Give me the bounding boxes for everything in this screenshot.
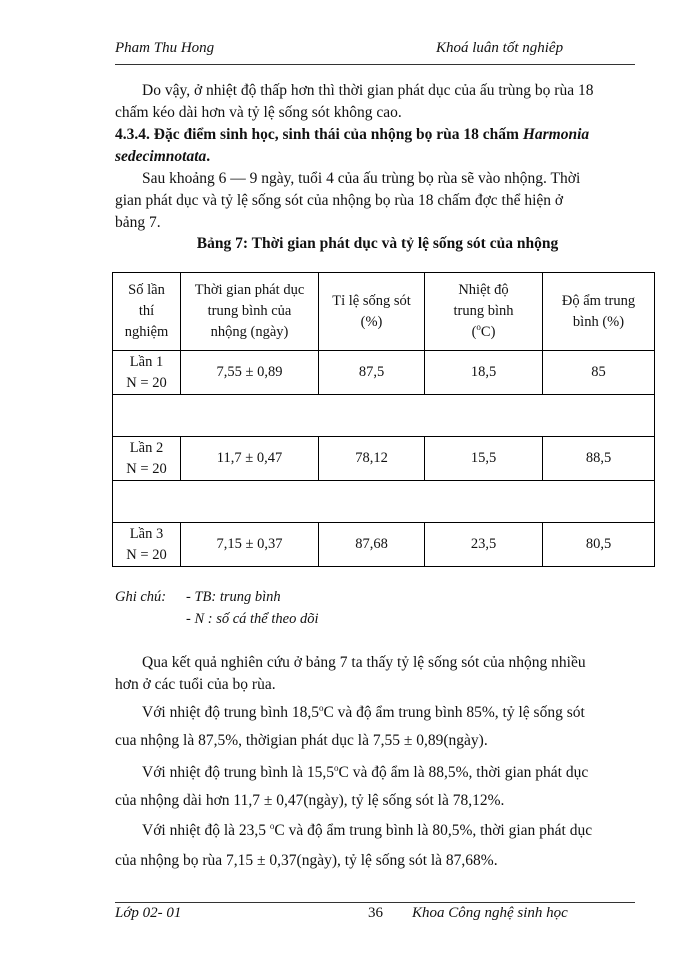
cell-time: 7,15 ± 0,37: [181, 523, 319, 567]
header-humidity: Độ ẩm trung bình (%): [543, 273, 655, 351]
paragraph-2-line-2: gian phát dục và tỷ lệ sống sót của nhộng bọ rùa 18 chấm đợc thể hiện ở: [115, 192, 564, 209]
section-heading: [115, 124, 589, 146]
paragraph-6-line-2: của nhộng bọ rùa 7,15 ± 0,37(ngày), tỷ lệ sống sót là 87,68%.: [115, 852, 498, 869]
table-spacer-row: [113, 395, 655, 437]
footer-rule: [115, 902, 635, 903]
paragraph-3-line-2: hơn ở các tuổi của bọ rùa.: [115, 676, 276, 693]
header-survival-rate: Tỉ lệ sống sót (%): [319, 273, 425, 351]
paragraph-5-line-1: Với nhiệt độ trung bình là 15,5$^o$C và độ ẩm là 88,5%, thời gian phát dục: [142, 763, 589, 781]
paragraph-6-line-1: Với nhiệt độ là 23,5 $^o$C và độ ẩm trung bình là 80,5%, thời gian phát dục: [142, 821, 593, 839]
paragraph-4-line-2: cua nhộng là 87,5%, thờigian phát dục là 7,55 ± 0,89(ngày).: [115, 732, 488, 749]
table-spacer-row: [113, 481, 655, 523]
footer-faculty: Khoa Công nghệ sinh học: [412, 905, 568, 921]
header-author: Pham Thu Hong: [115, 40, 215, 56]
cell-time: 7,55 ± 0,89: [181, 351, 319, 395]
header-development-time: Thời gian phát dục trung bình của nhộng (ngày): [181, 273, 319, 351]
data-table: [112, 272, 655, 567]
paragraph-5-line-2: của nhộng dài hơn 11,7 ± 0,47(ngày), tỷ lệ sống sót là 78,12%.: [115, 792, 505, 809]
footer-class: Lớp 02- 01: [115, 905, 182, 921]
table-row: [113, 351, 655, 395]
cell-trial: Lần 2 N = 20: [113, 437, 181, 481]
paragraph-1-line-1: Do vậy, ở nhiệt độ thấp hơn thì thời gian phát dục của ấu trùng bọ rùa 18: [142, 82, 594, 99]
paragraph-2-line-3: bảng 7.: [115, 214, 161, 231]
header-temperature: Nhiệt độ trung bình ($^o$C): [425, 273, 543, 351]
species-epithet: sedecimnotata: [115, 148, 207, 165]
cell-trial: Lần 1 N = 20: [113, 351, 181, 395]
paragraph-1-line-2: chấm kéo dài hơn và tỷ lệ sống sót không cao.: [115, 104, 402, 121]
table-caption: Bảng 7: Thời gian phát dục và tỷ lệ sống sót của nhộng: [196, 235, 559, 252]
section-heading-text: 4.3.4. Đặc điểm sinh học, sinh thái của nhộng bọ rùa 18 chấm: [115, 126, 519, 143]
notes-item-1: - TB: trung bình: [186, 589, 281, 605]
table-header-row: [113, 273, 655, 351]
cell-survival: 87,5: [319, 351, 425, 395]
table-row: [113, 523, 655, 567]
notes-item-2: - N : số cá thể theo dõi: [186, 611, 319, 627]
paragraph-3-line-1: Qua kết quả nghiên cứu ở bảng 7 ta thấy tỷ lệ sống sót của nhộng nhiều: [142, 654, 586, 671]
cell-temperature: 15,5: [425, 437, 543, 481]
cell-survival: 87,68: [319, 523, 425, 567]
cell-humidity: 80,5: [543, 523, 655, 567]
cell-time: 11,7 ± 0,47: [181, 437, 319, 481]
cell-humidity: 85: [543, 351, 655, 395]
cell-humidity: 88,5: [543, 437, 655, 481]
header-trial: Số lần thí nghiệm: [113, 273, 181, 351]
notes-label: Ghi chú:: [115, 589, 167, 605]
cell-temperature: 18,5: [425, 351, 543, 395]
page-number: 36: [368, 905, 383, 921]
section-period: .: [206, 148, 211, 165]
header-title: Khoá luân tốt nghiêp: [436, 40, 564, 56]
cell-temperature: 23,5: [425, 523, 543, 567]
section-heading-cont: [115, 146, 210, 168]
header-rule: [115, 64, 635, 65]
paragraph-4-line-1: Với nhiệt độ trung bình 18,5$^o$C và độ ẩm trung bình 85%, tỷ lệ sống sót: [142, 703, 585, 721]
cell-trial: Lần 3 N = 20: [113, 523, 181, 567]
paragraph-2-line-1: Sau khoảng 6 — 9 ngày, tuổi 4 của ấu trùng bọ rùa sẽ vào nhộng. Thời: [142, 170, 581, 187]
table-row: [113, 437, 655, 481]
species-genus: Harmonia: [522, 126, 590, 143]
cell-survival: 78,12: [319, 437, 425, 481]
